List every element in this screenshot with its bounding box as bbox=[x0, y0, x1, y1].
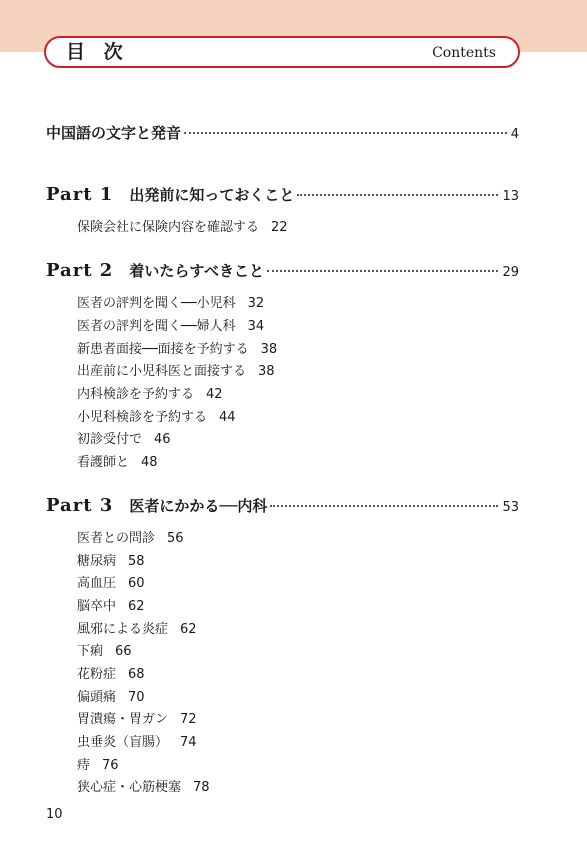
page-subtitle: Contents bbox=[432, 45, 496, 61]
toc-item-page: 62 bbox=[128, 599, 145, 614]
part-2-page: 29 bbox=[502, 265, 519, 280]
toc-part-3[interactable] bbox=[46, 495, 519, 516]
toc-item-page: 38 bbox=[260, 342, 278, 357]
toc-intro-title: 中国語の文字と発音 bbox=[46, 124, 182, 142]
toc-item[interactable] bbox=[77, 219, 288, 237]
toc-item[interactable] bbox=[77, 689, 145, 707]
part-1-title: 出発前に知っておくこと bbox=[129, 186, 295, 204]
dot-leader bbox=[297, 194, 498, 196]
toc-item-title: 糖尿病 bbox=[77, 554, 117, 569]
toc-item-page: 62 bbox=[180, 622, 197, 637]
part-3-page: 53 bbox=[502, 500, 519, 515]
toc-item-page: 76 bbox=[102, 758, 119, 773]
toc-item-page: 42 bbox=[206, 387, 223, 402]
toc-item-title: 小児科検診を予約する bbox=[77, 410, 208, 425]
toc-item-title: 狭心症・心筋梗塞 bbox=[77, 780, 182, 795]
part-3-title: 医者にかかる──内科 bbox=[129, 497, 268, 515]
toc-item-title: 看護師と bbox=[77, 455, 130, 470]
toc-item[interactable] bbox=[77, 409, 236, 427]
toc-item-title: 高血圧 bbox=[77, 576, 117, 591]
toc-item-title: 保険会社に保険内容を確認する bbox=[77, 220, 260, 235]
dot-leader bbox=[267, 270, 498, 272]
toc-item[interactable] bbox=[77, 598, 145, 616]
toc-item-title: 内科検診を予約する bbox=[77, 387, 195, 402]
toc-item[interactable] bbox=[77, 295, 264, 313]
toc-item-page: 56 bbox=[167, 531, 184, 546]
toc-part-1[interactable] bbox=[46, 184, 519, 205]
toc-item-title: 出産前に小児科医と面接する bbox=[77, 364, 247, 379]
toc-item-page: 74 bbox=[180, 735, 197, 750]
dot-leader bbox=[270, 505, 498, 507]
toc-item-title: 虫垂炎（盲腸） bbox=[77, 735, 169, 750]
toc-intro[interactable] bbox=[46, 122, 519, 143]
part-1-page: 13 bbox=[502, 189, 519, 204]
toc-item-title: 新患者面接──面接を予約する bbox=[77, 342, 249, 357]
toc-item-page: 32 bbox=[247, 296, 265, 311]
dot-leader bbox=[184, 132, 507, 134]
toc-intro-page: 4 bbox=[510, 127, 519, 142]
toc-item-title: 初診受付で bbox=[77, 432, 143, 447]
toc-item-page: 48 bbox=[141, 455, 158, 470]
part-1-label: Part 1 bbox=[46, 184, 114, 205]
page-title: 目 次 bbox=[66, 41, 129, 63]
page-number: 10 bbox=[46, 807, 63, 822]
toc-item-page: 38 bbox=[258, 364, 275, 379]
toc-item-page: 34 bbox=[247, 319, 265, 334]
toc-item-title: 痔 bbox=[77, 758, 91, 773]
toc-item[interactable] bbox=[77, 386, 223, 404]
part-2-title: 着いたらすべきこと bbox=[129, 262, 265, 280]
part-3-label: Part 3 bbox=[46, 495, 114, 516]
toc-part-2[interactable] bbox=[46, 260, 519, 281]
toc-item[interactable] bbox=[77, 318, 264, 336]
toc-item[interactable] bbox=[77, 734, 197, 752]
toc-item[interactable] bbox=[77, 454, 158, 472]
toc-item-page: 72 bbox=[180, 712, 197, 727]
toc-item-page: 66 bbox=[115, 644, 132, 659]
toc-item-title: 胃潰瘍・胃ガン bbox=[77, 712, 169, 727]
toc-item[interactable] bbox=[77, 779, 210, 797]
toc-item-page: 58 bbox=[128, 554, 145, 569]
toc-item[interactable] bbox=[77, 757, 119, 775]
toc-item-title: 花粉症 bbox=[77, 667, 117, 682]
toc-item[interactable] bbox=[77, 341, 277, 359]
toc-item-title: 下痢 bbox=[77, 644, 104, 659]
contents-header bbox=[44, 36, 520, 68]
toc-item-title: 医者の評判を聞く──小児科 bbox=[77, 296, 236, 311]
toc-item-title: 医者との問診 bbox=[77, 531, 156, 546]
toc-item[interactable] bbox=[77, 621, 197, 639]
toc-item-title: 偏頭痛 bbox=[77, 690, 117, 705]
toc-item[interactable] bbox=[77, 575, 145, 593]
toc-item-page: 60 bbox=[128, 576, 145, 591]
toc-item[interactable] bbox=[77, 643, 132, 661]
toc-item-title: 風邪による炎症 bbox=[77, 622, 169, 637]
toc-item-page: 78 bbox=[193, 780, 210, 795]
toc-item[interactable] bbox=[77, 530, 184, 548]
toc-item-page: 22 bbox=[271, 220, 288, 235]
toc-item[interactable] bbox=[77, 553, 145, 571]
toc-item[interactable] bbox=[77, 363, 275, 381]
toc-item-title: 脳卒中 bbox=[77, 599, 117, 614]
part-2-label: Part 2 bbox=[46, 260, 114, 281]
toc-item[interactable] bbox=[77, 431, 171, 449]
toc-item-page: 46 bbox=[154, 432, 171, 447]
toc-item[interactable] bbox=[77, 711, 197, 729]
toc-item-title: 医者の評判を聞く──婦人科 bbox=[77, 319, 236, 334]
toc-item-page: 44 bbox=[219, 410, 236, 425]
toc-item-page: 70 bbox=[128, 690, 145, 705]
toc-item[interactable] bbox=[77, 666, 145, 684]
toc-item-page: 68 bbox=[128, 667, 145, 682]
